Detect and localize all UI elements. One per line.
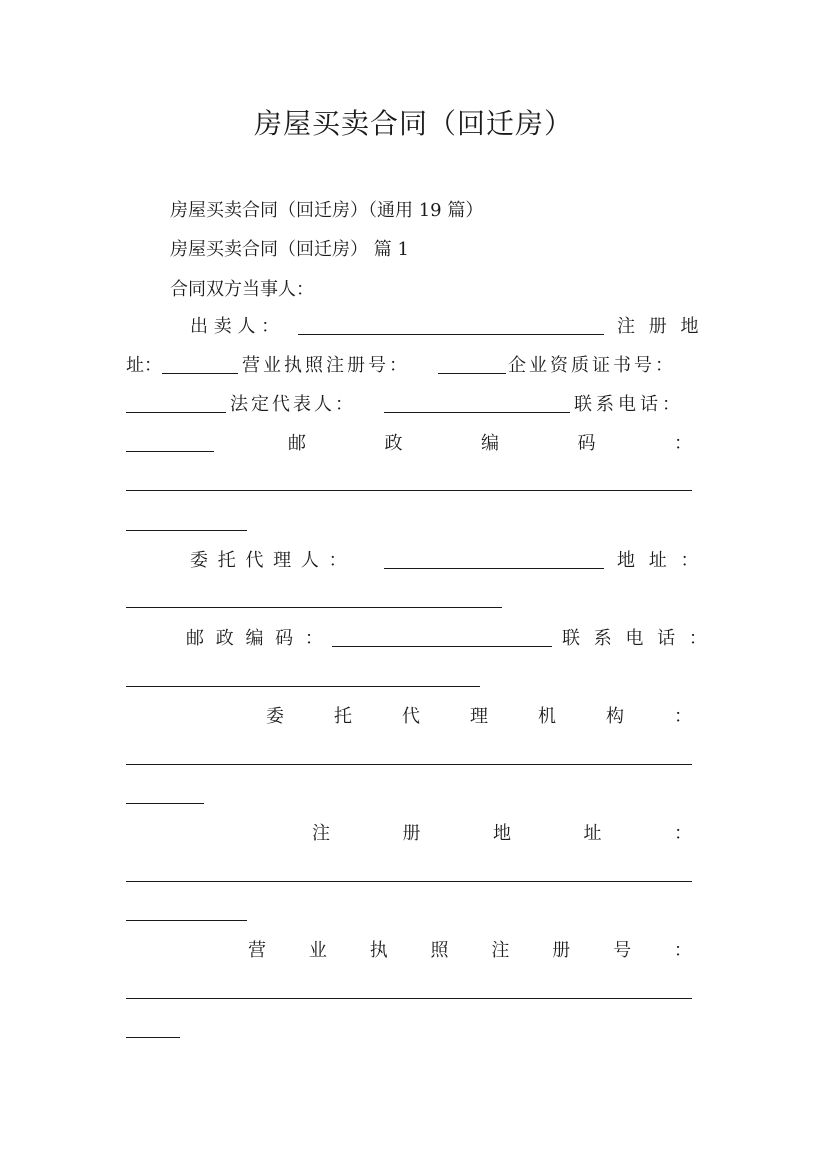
agent-name-blank[interactable] [384,548,604,569]
seller-reg-address-blank[interactable] [162,353,238,374]
char: 址 [583,823,602,844]
char: ： [673,940,692,961]
agency-license-label [248,938,692,964]
char: 构 [606,706,624,727]
seller-legal-rep-label: 法定代表人： [230,394,356,415]
char: ： [674,706,692,727]
char: 委 [266,706,284,727]
intro-line: 房屋买卖合同（回迁房）（通用 19 篇） [170,200,484,221]
agency-reg-address-blank[interactable] [126,881,692,882]
agency-reg-address-label [312,821,692,847]
seller-postal-code-blank[interactable] [126,490,692,491]
char: 地 [493,823,511,844]
char: 注 [312,823,330,844]
agency-blank[interactable] [126,764,692,765]
seller-postal-code-blank-cont[interactable] [126,530,247,531]
char: 编 [481,433,499,454]
agency-reg-address-blank-cont[interactable] [126,920,247,921]
agent-address-blank[interactable] [126,607,502,608]
seller-qualification-label: 企业资质证书号： [508,355,676,376]
char: 托 [334,706,352,727]
parties-heading: 合同双方当事人： [170,279,314,300]
seller-label: 出 卖 人 ： [190,316,280,337]
char: ： [674,823,692,844]
char: 册 [552,940,571,961]
char: 理 [470,706,488,727]
seller-legal-rep-blank[interactable] [384,392,570,413]
char: 册 [402,823,421,844]
char: 码 [577,433,596,454]
char: 注 [491,940,510,961]
section-heading: 房屋买卖合同（回迁房） 篇 1 [170,239,409,260]
char: 机 [538,706,556,727]
seller-phone-label: 联系电话： [574,394,684,415]
seller-reg-address-head: 注 册 地 [617,316,703,337]
agent-postal-code-label: 邮 政 编 码 ： [186,628,326,649]
seller-qualification-blank[interactable] [126,392,226,413]
seller-phone-blank[interactable] [126,431,214,452]
agency-license-blank-cont[interactable] [126,1037,180,1038]
agent-phone-label: 联 系 电 话 ： [562,628,711,649]
char: ： [674,433,692,454]
char: 营 [248,940,266,961]
agent-phone-blank[interactable] [126,686,480,687]
char: 代 [402,706,420,727]
char: 号 [613,940,632,961]
agency-blank-cont[interactable] [126,803,204,804]
seller-reg-address-tail: 址： [126,355,162,376]
agent-label: 委 托 代 理 人 ： [190,550,349,571]
document-title: 房屋买卖合同（回迁房） [253,107,573,140]
seller-business-license-label: 营业执照注册号： [242,355,410,376]
agency-label [266,704,692,730]
char: 业 [308,940,327,961]
seller-business-license-blank[interactable] [438,353,506,374]
agency-license-blank[interactable] [126,998,692,999]
char: 照 [430,940,449,961]
char: 执 [369,940,388,961]
seller-postal-code-label [288,431,692,457]
agent-address-label: 地 址 ： [617,550,703,571]
seller-name-blank[interactable] [298,314,604,335]
char: 政 [384,433,403,454]
agent-postal-code-blank[interactable] [332,626,552,647]
char: 邮 [288,433,306,454]
